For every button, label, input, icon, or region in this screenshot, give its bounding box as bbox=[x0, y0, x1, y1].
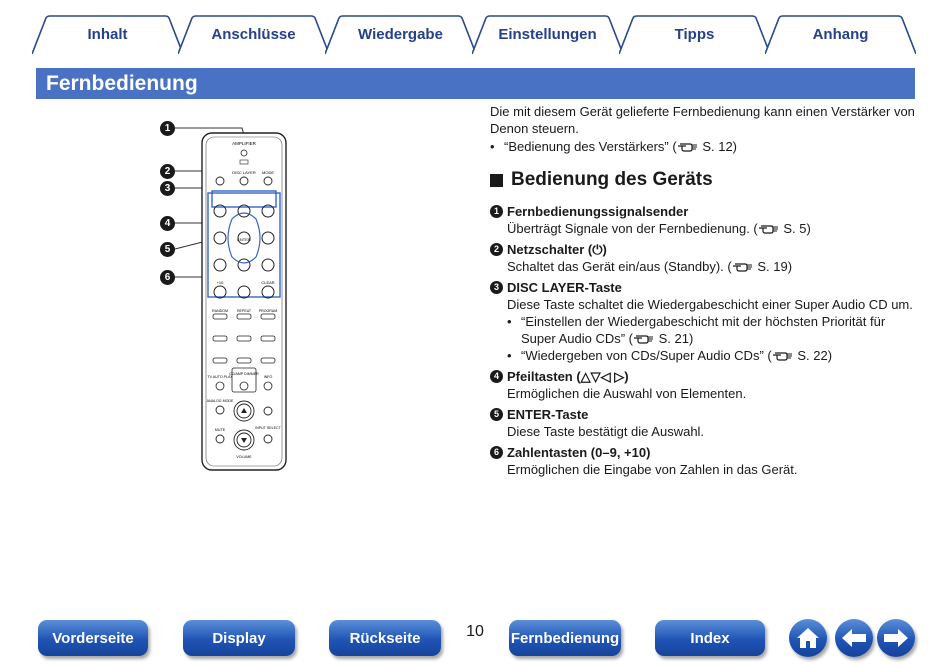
item-body: Diese Taste schaltet die Wiedergabeschicht einer Super Audio CD um. bbox=[507, 297, 913, 312]
remote-clear-label: CLEAR bbox=[261, 280, 275, 285]
hand-pointer-icon bbox=[758, 222, 780, 234]
sub-bullet-text: “Einstellen der Wiedergabeschicht mit der höchsten Priorität für Super Audio CDs” ( bbox=[521, 314, 886, 346]
section-heading: Bedienung des Geräts bbox=[490, 169, 920, 191]
callout-5: 5 bbox=[160, 242, 175, 257]
remote-illustration bbox=[160, 115, 300, 475]
sub-bullet-ref: S. 21) bbox=[655, 331, 694, 346]
list-item bbox=[490, 241, 920, 275]
intro-bullet-text: “Bedienung des Verstärkers” ( bbox=[504, 139, 677, 154]
back-arrow-button[interactable] bbox=[835, 619, 873, 657]
item-title: Fernbedienungssignalsender bbox=[507, 204, 689, 219]
tab-label: Wiedergabe bbox=[358, 25, 443, 43]
hand-pointer-icon bbox=[677, 140, 699, 152]
nav-index-button[interactable]: Index bbox=[655, 620, 765, 656]
remote-amplifier-label: AMPLIFIER bbox=[232, 141, 256, 146]
hand-pointer-icon bbox=[633, 332, 655, 344]
nav-remote-button[interactable]: Fernbedienung bbox=[509, 620, 621, 656]
sub-bullet-text: “Wiedergeben von CDs/Super Audio CDs” ( bbox=[521, 348, 772, 363]
item-title: ENTER-Taste bbox=[507, 407, 589, 422]
item-title: Zahlentasten (0–9, +10) bbox=[507, 445, 651, 460]
tab-2[interactable] bbox=[325, 14, 476, 54]
item-title: Netzschalter (⏻) bbox=[507, 242, 607, 257]
intro-text: Die mit diesem Gerät gelieferte Fernbedienung kann einen Verstärker von Denon steuern. bbox=[490, 104, 915, 136]
remote-input-label: INPUT SELECT bbox=[255, 426, 281, 430]
list-item bbox=[490, 444, 920, 478]
hand-pointer-icon bbox=[732, 260, 754, 272]
title-bar bbox=[36, 68, 915, 99]
sub-bullet-ref: S. 22) bbox=[793, 348, 833, 363]
item-sub-bullet[interactable]: • “Einstellen der Wiedergabeschicht mit der höchsten Priorität für Super Audio CDs” ( S. 21) bbox=[507, 314, 886, 346]
remote-cdamp-label: CD/AMP DIMMER bbox=[229, 372, 259, 376]
nav-display-button[interactable]: Display bbox=[183, 620, 295, 656]
hand-pointer-icon bbox=[772, 349, 794, 361]
tab-4[interactable] bbox=[619, 14, 770, 54]
forward-arrow-button[interactable] bbox=[877, 619, 915, 657]
remote-plus10-label: +10 bbox=[216, 280, 224, 285]
intro-bullet-ref: S. 12) bbox=[698, 139, 737, 154]
square-bullet-icon bbox=[490, 174, 503, 187]
tab-label: Inhalt bbox=[87, 25, 128, 43]
remote-mute-label: MUTE bbox=[214, 428, 226, 432]
arrow-left-icon bbox=[840, 626, 868, 650]
item-body: Diese Taste bestätigt die Auswahl. bbox=[507, 424, 705, 439]
callout-6: 6 bbox=[160, 270, 175, 285]
tab-0[interactable] bbox=[32, 14, 183, 54]
item-ref: S. 19) bbox=[753, 259, 793, 274]
item-number: 6 bbox=[490, 446, 503, 459]
remote-disc-layer-label: DISC LAYER bbox=[232, 170, 256, 175]
content-column bbox=[490, 103, 920, 482]
remote-info-label: INFO bbox=[263, 375, 273, 379]
item-body: Schaltet das Gerät ein/aus (Standby). ( bbox=[507, 259, 732, 274]
callout-4: 4 bbox=[160, 216, 175, 231]
remote-analog-label: ANALOG MODE bbox=[206, 399, 234, 403]
page-title: Fernbedienung bbox=[46, 72, 198, 95]
list-item bbox=[490, 203, 920, 237]
tab-label: Anhang bbox=[812, 25, 869, 43]
item-body: Ermöglichen die Eingabe von Zahlen in das Gerät. bbox=[507, 462, 798, 477]
nav-back-button[interactable]: Rückseite bbox=[329, 620, 441, 656]
remote-program-label: PROGRAM bbox=[258, 309, 278, 313]
item-ref: S. 5) bbox=[779, 221, 811, 236]
callout-2: 2 bbox=[160, 164, 175, 179]
tab-label: Tipps bbox=[674, 25, 715, 43]
remote-repeat-label: REPEAT bbox=[236, 309, 252, 313]
item-number: 3 bbox=[490, 281, 503, 294]
tab-1[interactable] bbox=[178, 14, 329, 54]
item-number: 4 bbox=[490, 370, 503, 383]
remote-drawing bbox=[160, 115, 300, 475]
item-title: DISC LAYER-Taste bbox=[507, 280, 622, 295]
item-number: 5 bbox=[490, 408, 503, 421]
home-icon bbox=[795, 625, 821, 651]
item-body: Ermöglichen die Auswahl von Elementen. bbox=[507, 386, 747, 401]
item-title: Pfeiltasten (△▽◁ ▷) bbox=[507, 369, 629, 384]
item-list bbox=[490, 203, 920, 478]
tab-label: Anschlüsse bbox=[211, 25, 296, 43]
remote-mode-label: MODE bbox=[262, 170, 274, 175]
list-item bbox=[490, 406, 920, 440]
tab-label: Einstellungen bbox=[498, 25, 597, 43]
callout-3: 3 bbox=[160, 181, 175, 196]
list-item bbox=[490, 368, 920, 402]
callout-1: 1 bbox=[160, 121, 175, 136]
remote-volume-label: VOLUME bbox=[236, 455, 252, 459]
hand-pointer-icon bbox=[677, 139, 699, 154]
remote-random-label: RANDOM bbox=[212, 309, 228, 313]
intro-bullet[interactable]: • “Bedienung des Verstärkers” ( S. 12) bbox=[490, 139, 737, 154]
item-sub-bullet[interactable]: • “Wiedergeben von CDs/Super Audio CDs” ( S. 22) bbox=[507, 348, 833, 363]
item-number: 1 bbox=[490, 205, 503, 218]
remote-tv-label: TV AUTO PLAY bbox=[207, 375, 233, 379]
nav-front-button[interactable]: Vorderseite bbox=[38, 620, 148, 656]
tab-5[interactable] bbox=[765, 14, 916, 54]
tab-3[interactable] bbox=[472, 14, 623, 54]
list-item bbox=[490, 279, 920, 364]
remote-enter-label: ENTER bbox=[237, 237, 251, 242]
item-number: 2 bbox=[490, 243, 503, 256]
top-tabs bbox=[32, 14, 916, 54]
home-button[interactable] bbox=[789, 619, 827, 657]
item-body: Überträgt Signale von der Fernbedienung. ( bbox=[507, 221, 758, 236]
page-number: 10 bbox=[466, 623, 484, 640]
arrow-right-icon bbox=[882, 626, 910, 650]
